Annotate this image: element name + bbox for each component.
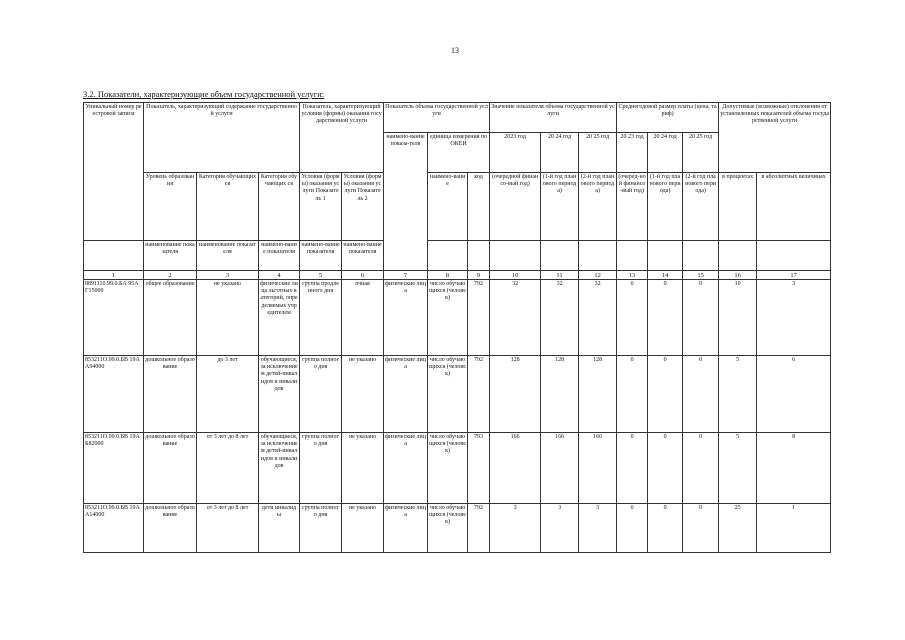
header-blank <box>84 241 144 271</box>
header-first-plan: (1-й год планового периода) <box>541 173 579 241</box>
header-year-2025: 20 25 год <box>579 133 617 173</box>
table-row <box>84 504 831 553</box>
col-num: 8 <box>428 271 468 280</box>
header-year-2023: 2023 год <box>490 133 541 173</box>
cell-category: до 3 лет <box>197 356 259 433</box>
cell-cond2: очная <box>342 280 384 356</box>
cell-value-2023: 166 <box>490 433 541 504</box>
cell-okei-code: 792 <box>468 356 490 433</box>
header-volume-value: Значение показателя объема государственной услуги <box>490 103 617 133</box>
cell-abs: 3 <box>757 280 831 356</box>
header-name-ind: наименование показателя <box>144 241 197 271</box>
header-in-absolute: в абсолютных величинах <box>757 173 831 241</box>
cell-unit: число обучающихся (человек) <box>428 280 468 356</box>
section-title: 3.2. Показатели, характеризующие объем государственной услуги: <box>83 89 325 99</box>
cell-okei-code: 793 <box>468 433 490 504</box>
cell-level: общее образование <box>144 280 197 356</box>
table-row <box>84 356 831 433</box>
header-second-plan: (2-й год планового периода) <box>579 173 617 241</box>
cell-abs: 1 <box>757 504 831 553</box>
cell-fee-2023: 0 <box>617 280 648 356</box>
cell-code: 8891110.99.0.БА 95АГ15000 <box>84 280 144 356</box>
header-cond-form2: Условия (формы) оказания услуги Показатель 2 <box>342 173 384 241</box>
cell-fee-2023: 0 <box>617 504 648 553</box>
cell-category2: дети инвалиды <box>259 504 300 553</box>
cell-fee-2024: 0 <box>648 356 683 433</box>
cell-unit: число обучающихся (человек) <box>428 433 468 504</box>
cell-unit: число обучающихся (человек) <box>428 504 468 553</box>
col-num: 17 <box>757 271 831 280</box>
header-level: Уровень образования <box>144 173 197 241</box>
col-num: 12 <box>579 271 617 280</box>
cell-value-2025: 128 <box>579 356 617 433</box>
cell-fee-2024: 0 <box>648 280 683 356</box>
col-num: 1 <box>84 271 144 280</box>
col-num: 15 <box>683 271 719 280</box>
col-num: 10 <box>490 271 541 280</box>
cell-fee-2025: 0 <box>683 280 719 356</box>
col-num: 3 <box>197 271 259 280</box>
header-content-indicator: Показатель, характеризующий содержание государственной услуги <box>144 103 300 173</box>
cell-cond1: группа продленного дня <box>300 280 342 356</box>
cell-fee-2024: 0 <box>648 433 683 504</box>
cell-value-2023: 3 <box>490 504 541 553</box>
header-unit-code: код <box>468 173 490 241</box>
cell-code: 853211О.99.0.БВ 19АА94000 <box>84 356 144 433</box>
header-fee-2023: 20 23 год <box>617 133 648 173</box>
cell-abs: 6 <box>757 356 831 433</box>
cell-level: дошкольное образование <box>144 356 197 433</box>
cell-value-2023: 32 <box>490 280 541 356</box>
cell-category: от 3 лет до 8 лет <box>197 433 259 504</box>
header-next-year-b: (очеред-ной финансо-вый год) <box>617 173 648 241</box>
header-volume-indicator: Показатель объема государственной услуги <box>384 103 490 133</box>
cell-pct: 25 <box>719 504 757 553</box>
header-in-percent: в процентах <box>719 173 757 241</box>
cell-cond1: группа полного дня <box>300 356 342 433</box>
cell-category: от 3 лет до 8 лет <box>197 504 259 553</box>
cell-value-2024: 128 <box>541 356 579 433</box>
cell-value-2024: 32 <box>541 280 579 356</box>
cell-category2: обучающиеся, за исключением детей-инвалидов и инвалидов <box>259 433 300 504</box>
header-fee-2024: 20 24 год <box>648 133 683 173</box>
cell-level: дошкольное образование <box>144 504 197 553</box>
cell-code: 853211О.99.0.БВ 19АА14000 <box>84 504 144 553</box>
cell-fee-2023: 0 <box>617 433 648 504</box>
header-category: Категория обучающихся <box>197 173 259 241</box>
header-allowed-deviation: Допустимые (возможные) отклонения от установленных показателей объема государственной услуги <box>719 103 831 173</box>
header-avg-fee: Среднегодовой размер платы (цена, тариф) <box>617 103 719 133</box>
cell-value-2025: 3 <box>579 504 617 553</box>
header-unit-name: наимено-вание <box>428 173 468 241</box>
col-num: 9 <box>468 271 490 280</box>
col-num: 2 <box>144 271 197 280</box>
header-unique-number: Уникальный номер реестровой записи <box>84 103 144 241</box>
header-category2: Категория обучающих ся <box>259 173 300 241</box>
cell-fee-2025: 0 <box>683 356 719 433</box>
col-num: 7 <box>384 271 428 280</box>
cell-cond2: не указано <box>342 356 384 433</box>
cell-fee-2024: 0 <box>648 504 683 553</box>
cell-code: 853211О.99.0.БВ 19АБ82000 <box>84 433 144 504</box>
header-row-3 <box>84 173 831 241</box>
header-row-1 <box>84 103 831 133</box>
cell-cond1: группа полного дня <box>300 433 342 504</box>
cell-ind-name: физические лица <box>384 504 428 553</box>
cell-category: не указано <box>197 280 259 356</box>
col-num: 13 <box>617 271 648 280</box>
volume-indicators-table <box>83 102 831 553</box>
header-next-year: (очередной финансо-вый год) <box>490 173 541 241</box>
column-index-row <box>84 271 831 280</box>
cell-fee-2025: 0 <box>683 433 719 504</box>
header-name-short: наимено-вание показателя <box>259 241 300 271</box>
cell-abs: 8 <box>757 433 831 504</box>
header-row-4 <box>84 241 831 271</box>
header-first-plan-b: (1-й год планового периода) <box>648 173 683 241</box>
header-conditions-indicator: Показатель, характеризующий условия (формы) оказания государственной услуги <box>300 103 384 173</box>
header-okei: единица измерения по ОКЕИ <box>428 133 490 173</box>
cell-category2: физические лица льготных категорий, определяемых учредителем <box>259 280 300 356</box>
cell-cond2: не указано <box>342 504 384 553</box>
col-num: 6 <box>342 271 384 280</box>
cell-value-2023: 128 <box>490 356 541 433</box>
col-num: 16 <box>719 271 757 280</box>
col-num: 5 <box>300 271 342 280</box>
cell-pct: 10 <box>719 280 757 356</box>
header-year-2024: 20 24 год <box>541 133 579 173</box>
table-row <box>84 280 831 356</box>
header-name-ind2: наименование показателя <box>197 241 259 271</box>
cell-cond2: не указано <box>342 433 384 504</box>
cell-value-2025: 32 <box>579 280 617 356</box>
cell-ind-name: физические лица <box>384 433 428 504</box>
cell-okei-code: 792 <box>468 280 490 356</box>
col-num: 4 <box>259 271 300 280</box>
header-indicator-name: наимено-вание показа-теля <box>384 133 428 271</box>
cell-value-2025: 166 <box>579 433 617 504</box>
cell-fee-2023: 0 <box>617 356 648 433</box>
col-num: 14 <box>648 271 683 280</box>
header-name-short3: наимено-вание показателя <box>342 241 384 271</box>
cell-ind-name: физические лица <box>384 356 428 433</box>
cell-pct: 5 <box>719 356 757 433</box>
cell-cond1: группа полного дня <box>300 504 342 553</box>
page-number: 13 <box>451 46 459 55</box>
cell-value-2024: 166 <box>541 433 579 504</box>
header-name-short2: наимено-вание показателя <box>300 241 342 271</box>
table-row <box>84 433 831 504</box>
col-num: 11 <box>541 271 579 280</box>
cell-level: дошкольное образование <box>144 433 197 504</box>
cell-pct: 5 <box>719 433 757 504</box>
cell-category2: обучающиеся, за исключением детей-инвалидов и инвалидов <box>259 356 300 433</box>
header-cond-form1: Условия (формы) оказания услуги Показатель 1 <box>300 173 342 241</box>
header-second-plan-b: (2-й год планового периода) <box>683 173 719 241</box>
cell-value-2024: 3 <box>541 504 579 553</box>
header-fee-2025: 20 25 год <box>683 133 719 173</box>
cell-ind-name: физические лица <box>384 280 428 356</box>
cell-unit: число обучающихся (человек) <box>428 356 468 433</box>
cell-fee-2025: 0 <box>683 504 719 553</box>
cell-okei-code: 792 <box>468 504 490 553</box>
